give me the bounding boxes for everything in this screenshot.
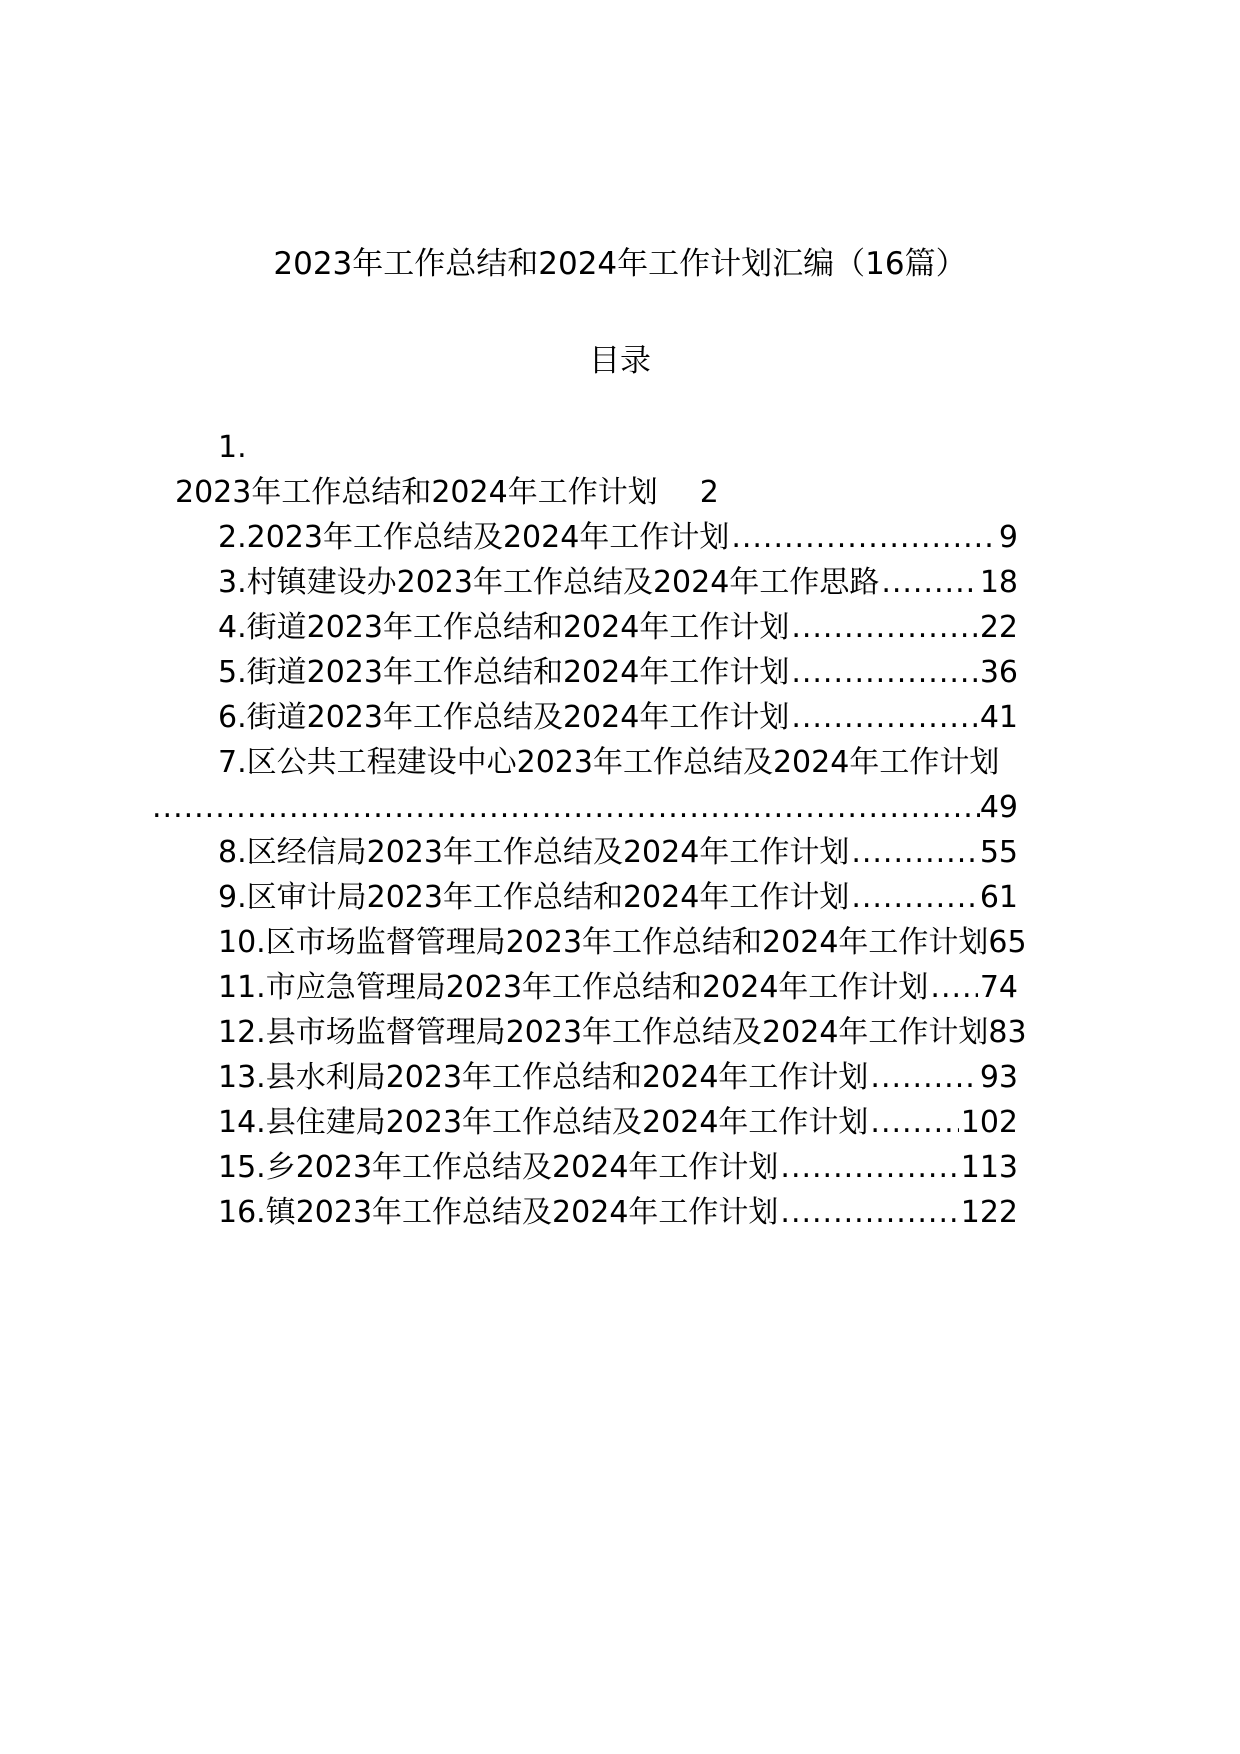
toc-leader-dots [731,515,997,560]
toc-entry-2[interactable] [218,515,1018,560]
toc-entry-8[interactable] [218,830,1018,875]
toc-entry-10[interactable] [218,920,1078,965]
toc-entry-7-continuation[interactable] [152,785,1018,830]
toc-entry-page: 41 [979,700,1018,735]
toc-leader-dots [851,875,977,920]
toc-leader-dots [791,605,977,650]
toc-heading: 目录 [589,343,651,379]
toc-entry-page: 22 [979,610,1018,645]
toc-entry-4[interactable] [218,605,1018,650]
toc-leader-dots [152,785,980,830]
toc-entry-page: 83 [988,1015,1027,1050]
toc-entry-1-number[interactable]: 1. [218,430,247,465]
toc-entry-3[interactable] [218,560,1018,605]
toc-entry-label: 11.市应急管理局2023年工作总结和2024年工作计划 [218,970,929,1005]
toc-entry-label: 14.县住建局2023年工作总结及2024年工作计划 [218,1105,869,1140]
toc-entry-page: 122 [960,1195,1018,1230]
toc-entry-page: 55 [979,835,1018,870]
toc-entry-label: 12.县市场监督管理局2023年工作总结及2024年工作计划 [218,1015,989,1050]
toc-entry-page: 49 [979,790,1018,825]
toc-leader-dots [930,965,977,1010]
toc-entry-page: 65 [988,925,1027,960]
toc-entry-label: 15.乡2023年工作总结及2024年工作计划 [218,1150,779,1185]
toc-entry-label: 10.区市场监督管理局2023年工作总结和2024年工作计划 [218,925,989,960]
toc-entry-5[interactable] [218,650,1018,695]
toc-leader-dots [851,830,977,875]
toc-entry-label: 2.2023年工作总结及2024年工作计划 [218,520,730,555]
toc-entry-label: 3.村镇建设办2023年工作总结及2024年工作思路 [218,565,880,600]
toc-leader-dots [870,1055,977,1100]
toc-entry-label: 5.街道2023年工作总结和2024年工作计划 [218,655,790,690]
toc-entry-15[interactable] [218,1145,1018,1190]
toc-leader-dots [791,650,977,695]
toc-entry-6[interactable] [218,695,1018,740]
toc-entry-7[interactable] [218,740,999,785]
toc-leader-dots [870,1100,958,1145]
toc-entry-page: 36 [979,655,1018,690]
toc-entry-page: 18 [979,565,1018,600]
toc-entry-page: 9 [998,520,1018,555]
toc-entry-14[interactable] [218,1100,1018,1145]
toc-leader-dots [881,560,977,605]
toc-entry-label: 2023年工作总结和2024年工作计划 [175,475,658,510]
toc-entry-label: 16.镇2023年工作总结及2024年工作计划 [218,1195,779,1230]
toc-entry-1[interactable] [175,470,719,515]
toc-leader-dots [780,1190,958,1235]
toc-entry-16[interactable] [218,1190,1018,1235]
toc-entry-label: 8.区经信局2023年工作总结及2024年工作计划 [218,835,850,870]
toc-entry-page: 102 [960,1105,1018,1140]
toc-entry-page: 93 [979,1060,1018,1095]
toc-entry-13[interactable] [218,1055,1018,1100]
toc-entry-12[interactable] [218,1010,1078,1055]
toc-entry-label: 4.街道2023年工作总结和2024年工作计划 [218,610,790,645]
toc-entry-page: 61 [979,880,1018,915]
toc-entry-page: 113 [960,1150,1018,1185]
toc-entry-label: 7.区公共工程建设中心2023年工作总结及2024年工作计划 [218,745,1000,780]
toc-entry-label: 6.街道2023年工作总结及2024年工作计划 [218,700,790,735]
toc-entry-page: 2 [699,475,719,510]
toc-entry-label: 13.县水利局2023年工作总结和2024年工作计划 [218,1060,869,1095]
toc-leader-dots [791,695,977,740]
toc-entry-label: 9.区审计局2023年工作总结和2024年工作计划 [218,880,850,915]
toc-entry-11[interactable] [218,965,1018,1010]
document-title: 2023年工作总结和2024年工作计划汇编（16篇） [273,246,967,282]
toc-entry-page: 74 [979,970,1018,1005]
toc-entry-9[interactable] [218,875,1018,920]
toc-leader-dots [780,1145,958,1190]
